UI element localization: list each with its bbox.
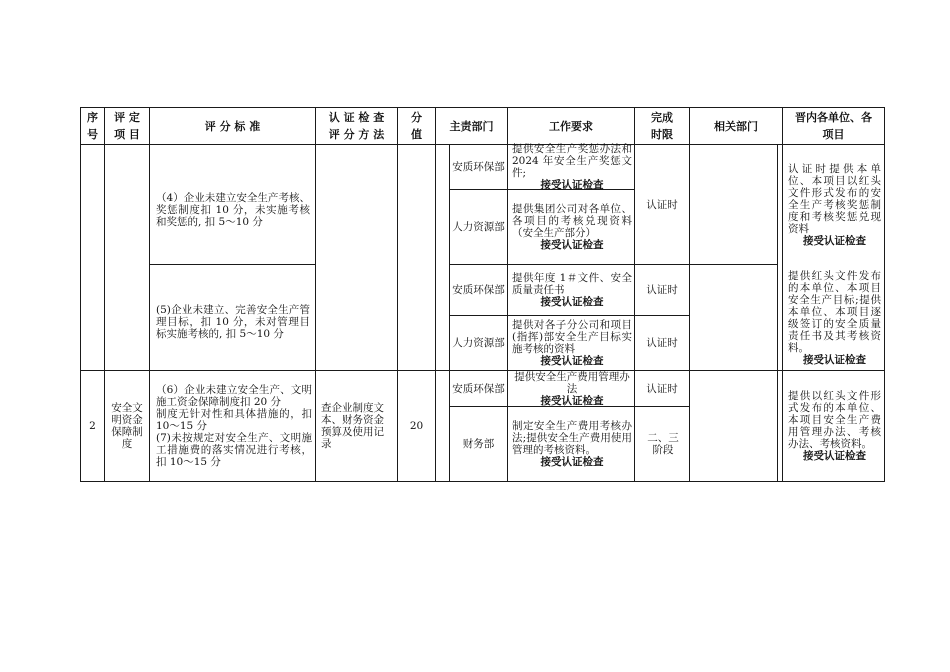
r5b-dept: 人力资源部 [452, 337, 505, 349]
r4a-dept: 安质环保部 [452, 161, 505, 173]
r6b-req [512, 407, 632, 481]
method-6: 查企业制度文本、财务资金预算及使用记录 [321, 402, 384, 450]
header-deadline: 完成 时限 [651, 111, 673, 141]
r5a-accept: 接受认证检查 [540, 296, 604, 308]
r6b-dept: 财务部 [462, 438, 495, 450]
r6-units [788, 371, 881, 481]
r6a-dept: 安质环保部 [452, 382, 505, 395]
score-6: 20 [409, 420, 424, 432]
header-score: 分 值 [411, 111, 422, 141]
r5b-req [512, 316, 632, 370]
r4b-accept: 接受认证检查 [540, 239, 604, 251]
r4a-req [512, 145, 632, 189]
r6-units-text: 提供以红头文件形式发布的本单位、本项目安全生产费用管理办法、考核办法、考核资料。 [788, 390, 881, 450]
r4b-req [512, 190, 632, 264]
criteria-5: (5)企业未建立、完善安全生产管理目标，扣 10 分，未对管理目标实施考核的, 扣 5～10 分 [156, 303, 310, 340]
header-method: 认 证 检 查 评 分 方 法 [328, 111, 385, 141]
header-related-dept: 相关部门 [714, 119, 758, 133]
r4-units [788, 145, 881, 264]
r5-units-text: 提供红头文件发布的本单位、本项目安全生产目标;提供本单位、本项目逐级签订的安全质量责任书及其考核资料。 [788, 269, 881, 354]
header-item: 评 定 项 目 [114, 111, 140, 141]
header-work-req: 工作要求 [549, 119, 593, 133]
r6b-deadline: 二、三阶段 [647, 432, 679, 456]
r5a-req-text: 提供年度 1＃文件、安全质量责任书 [512, 272, 632, 296]
r4b-dept: 人力资源部 [452, 221, 505, 233]
r5a-dept: 安质环保部 [452, 284, 505, 296]
r5b-deadline: 认证时 [646, 337, 678, 349]
r4a-accept: 接受认证检查 [540, 179, 604, 191]
header-units: 晋内各单位、各 项目 [795, 111, 872, 141]
r6a-deadline: 认证时 [646, 382, 678, 395]
r6a-req-text: 提供安全生产费用管理办法 [514, 370, 630, 395]
r5b-accept: 接受认证检查 [540, 355, 604, 367]
header-main-dept: 主责部门 [449, 119, 494, 133]
r6-units-accept: 接受认证检查 [803, 450, 866, 462]
r5a-req [512, 265, 632, 315]
seq-2: 2 [89, 420, 96, 432]
r5-units-accept: 接受认证检查 [803, 353, 866, 366]
r4-units-accept: 接受认证检查 [803, 234, 866, 247]
r6b-accept: 接受认证检查 [540, 456, 604, 468]
r4b-req-text: 提供集团公司对各单位、各项目的考核兑现资料（安全生产部分） [512, 203, 632, 239]
r6a-req [512, 371, 632, 406]
r6a-accept: 接受认证检查 [540, 394, 604, 407]
r6b-req-text: 制定安全生产费用考核办法;提供安全生产费用使用管理的考核资料。 [512, 420, 632, 456]
header-criteria: 评 分 标 准 [204, 119, 261, 133]
r5b-req-text: 提供对各子分公司和项目(指挥)部安全生产目标实施考核的资料 [512, 319, 632, 355]
header-seq: 序 号 [87, 111, 98, 141]
criteria-4: （4）企业未建立安全生产考核、奖惩制度扣 10 分，未实施考核和奖惩的, 扣 5～10 分 [156, 191, 310, 228]
r4-deadline: 认证时 [646, 198, 678, 211]
criteria-6-7: （6）企业未建立安全生产、文明施工资金保障制度扣 20 分 制度无针对性和具体措施的，扣 10～15 分 (7)未按规定对安全生产、文明施工措施费的落实情况进行考核，扣 10～15 分 [156, 384, 312, 468]
r4a-req-text: 提供安全生产奖惩办法和 2024 年安全生产奖惩文件; [512, 143, 632, 179]
r5a-deadline: 认证时 [646, 284, 678, 296]
item-safety-fund: 安全文明资金保障制度 [111, 402, 143, 450]
r5-units [788, 265, 881, 370]
r4-units-text: 认证时提供本单位、本项目以红头文件形式发布的安全生产考核奖惩制度和考核奖惩兑现资料 [788, 162, 881, 235]
